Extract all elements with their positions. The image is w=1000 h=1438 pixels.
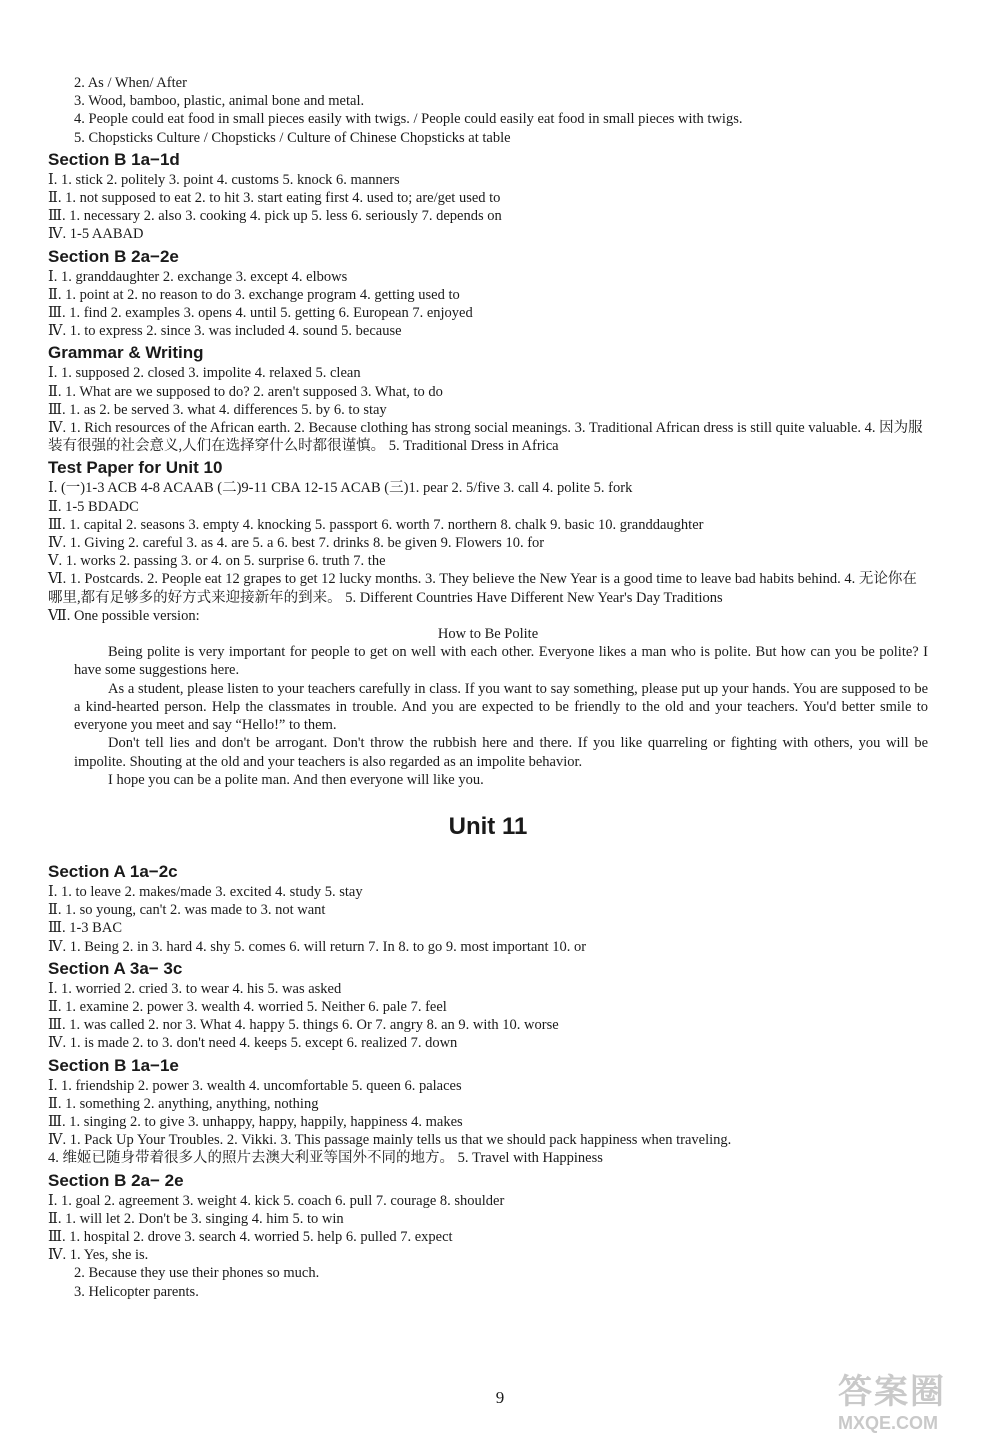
unit-title: Unit 11: [448, 812, 528, 840]
section-heading: Test Paper for Unit 10: [48, 458, 223, 478]
answer-line: Ⅳ. 1-5 AABAD: [48, 226, 144, 243]
section-heading: Section B 1a−1d: [48, 149, 180, 169]
essay-paragraph: Don't tell lies and don't be arrogant. Don't throw the rubbish here and there. If you like quarreling or fighting with others, you will be impolite. Shouting at the old and your teachers is also regarded as an impolite behavior.: [74, 735, 928, 770]
answer-line: Ⅲ. 1. capital 2. seasons 3. empty 4. knocking 5. passport 6. worth 7. northern 8. chalk 9. basic 10. granddaughter: [48, 516, 704, 533]
answer-line: Ⅳ. 1. Rich resources of the African earth. 2. Because clothing has strong social meanings. 3. Traditional African dress is still quite valuable. 4. 因为服装有很强的社会意义,人们在选择穿什么时都很谨慎。 5. Traditional Dress in Africa: [48, 420, 923, 455]
answer-line: 4. People could eat food in small pieces easily with twigs. / People could easily eat food in small pieces with twigs.: [74, 111, 743, 128]
answer-key-page: [48, 74, 928, 1301]
section-heading: Section B 2a− 2e: [48, 1170, 184, 1190]
watermark-url: MXQE.COM: [838, 1413, 939, 1433]
essay-paragraph: I hope you can be a polite man. And then everyone will like you.: [108, 771, 484, 788]
answer-line: Ⅱ. 1. something 2. anything, anything, nothing: [48, 1095, 319, 1112]
answer-line: Ⅳ. 1. Pack Up Your Troubles. 2. Vikki. 3. This passage mainly tells us that we should pack happiness when traveling.: [48, 1132, 732, 1149]
answer-line: Ⅲ. 1. was called 2. nor 3. What 4. happy 5. things 6. Or 7. angry 8. an 9. with 10. worse: [48, 1017, 559, 1034]
answer-line: Ⅲ. 1. singing 2. to give 3. unhappy, happy, happily, happiness 4. makes: [48, 1113, 463, 1130]
answer-line: 2. Because they use their phones so much.: [74, 1265, 320, 1282]
answer-line: Ⅰ. 1. goal 2. agreement 3. weight 4. kick 5. coach 6. pull 7. courage 8. shoulder: [48, 1192, 505, 1209]
answer-line: Ⅱ. 1. so young, can't 2. was made to 3. not want: [48, 902, 326, 919]
answer-line: Ⅰ. 1. supposed 2. closed 3. impolite 4. relaxed 5. clean: [48, 365, 361, 382]
answer-line: Ⅰ. 1. stick 2. politely 3. point 4. customs 5. knock 6. manners: [48, 171, 400, 188]
answer-line: Ⅱ. 1. point at 2. no reason to do 3. exchange program 4. getting used to: [48, 286, 460, 303]
answer-line: Ⅲ. 1. as 2. be served 3. what 4. differences 5. by 6. to stay: [48, 401, 387, 418]
answer-line: Ⅴ. 1. works 2. passing 3. or 4. on 5. surprise 6. truth 7. the: [48, 553, 386, 570]
answer-line: 3. Wood, bamboo, plastic, animal bone and metal.: [74, 93, 365, 110]
answer-line: Ⅰ. (一)1-3 ACB 4-8 ACAAB (二)9-11 CBA 12-15 ACAB (三)1. pear 2. 5/five 3. call 4. polite 5. fork: [48, 480, 633, 497]
answer-line: Ⅵ. 1. Postcards. 2. People eat 12 grapes to get 12 lucky months. 3. They believe the New Year is a good time to leave bad habits behind. 4. 无论你在哪里,都有足够多的好方式来迎接新年的到来。 5. Different Countries Have Different New Year's Day Traditions: [48, 571, 917, 606]
answer-line: 4. 维姬已随身带着很多人的照片去澳大利亚等国外不同的地方。 5. Travel with Happiness: [48, 1150, 603, 1167]
answer-line: Ⅲ. 1. hospital 2. drove 3. search 4. worried 5. help 6. pulled 7. expect: [48, 1228, 453, 1245]
answer-line: 2. As / When/ After: [74, 75, 187, 91]
answer-line: Ⅶ. One possible version:: [48, 607, 200, 624]
section-heading: Grammar & Writing: [48, 343, 204, 363]
essay-title: How to Be Polite: [437, 626, 539, 643]
answer-line: Ⅱ. 1. not supposed to eat 2. to hit 3. start eating first 4. used to; are/get used to: [48, 190, 501, 207]
essay-paragraph: As a student, please listen to your teachers carefully in class. If you want to say something, please put up your hands. You are supposed to be a kind-hearted person. Help the classmates in trouble. And you are expected to be friendly to the old and your teachers. You'd better smile to everyone you meet and say “Hello!” to them.: [74, 680, 928, 734]
section-heading: Section A 3a− 3c: [48, 958, 183, 978]
answer-line: Ⅲ. 1-3 BAC: [48, 920, 123, 937]
answer-line: Ⅱ. 1. will let 2. Don't be 3. singing 4. him 5. to win: [48, 1210, 344, 1227]
watermark-text: 答案圈: [838, 1372, 946, 1412]
answer-line: Ⅰ. 1. granddaughter 2. exchange 3. except 4. elbows: [48, 268, 348, 285]
answer-line: Ⅳ. 1. Being 2. in 3. hard 4. shy 5. comes 6. will return 7. In 8. to go 9. most important 10. or: [48, 938, 587, 955]
answer-line: Ⅱ. 1-5 BDADC: [48, 498, 139, 515]
answer-line: Ⅲ. 1. necessary 2. also 3. cooking 4. pick up 5. less 6. seriously 7. depends on: [48, 208, 502, 225]
answer-line: Ⅲ. 1. find 2. examples 3. opens 4. until 5. getting 6. European 7. enjoyed: [48, 305, 473, 322]
answer-line: Ⅰ. 1. worried 2. cried 3. to wear 4. his 5. was asked: [48, 980, 342, 997]
section-heading: Section A 1a−2c: [48, 861, 178, 881]
answer-line: Ⅳ. 1. is made 2. to 3. don't need 4. keeps 5. except 6. realized 7. down: [48, 1035, 458, 1052]
page-number: 9: [495, 1388, 505, 1407]
watermark-logo: [838, 1364, 978, 1433]
answer-line: Ⅳ. 1. Giving 2. careful 3. as 4. are 5. a 6. best 7. drinks 8. be given 9. Flowers 10. for: [48, 535, 545, 552]
answer-line: Ⅳ. 1. Yes, she is.: [48, 1247, 149, 1264]
essay-paragraph: Being polite is very important for people to get on well with each other. Everyone likes a man who is polite. But how can you be polite? I have some suggestions here.: [74, 644, 928, 679]
answer-line: Ⅱ. 1. examine 2. power 3. wealth 4. worried 5. Neither 6. pale 7. feel: [48, 998, 447, 1015]
answer-line: 5. Chopsticks Culture / Chopsticks / Culture of Chinese Chopsticks at table: [74, 129, 511, 146]
section-heading: Section B 1a−1e: [48, 1055, 179, 1075]
section-heading: Section B 2a−2e: [48, 246, 179, 266]
answer-line: Ⅰ. 1. friendship 2. power 3. wealth 4. uncomfortable 5. queen 6. palaces: [48, 1077, 462, 1094]
answer-line: Ⅰ. 1. to leave 2. makes/made 3. excited 4. study 5. stay: [48, 883, 363, 900]
answer-line: Ⅱ. 1. What are we supposed to do? 2. aren't supposed 3. What, to do: [48, 383, 443, 400]
answer-line: 3. Helicopter parents.: [74, 1283, 199, 1300]
answer-line: Ⅳ. 1. to express 2. since 3. was included 4. sound 5. because: [48, 323, 402, 340]
